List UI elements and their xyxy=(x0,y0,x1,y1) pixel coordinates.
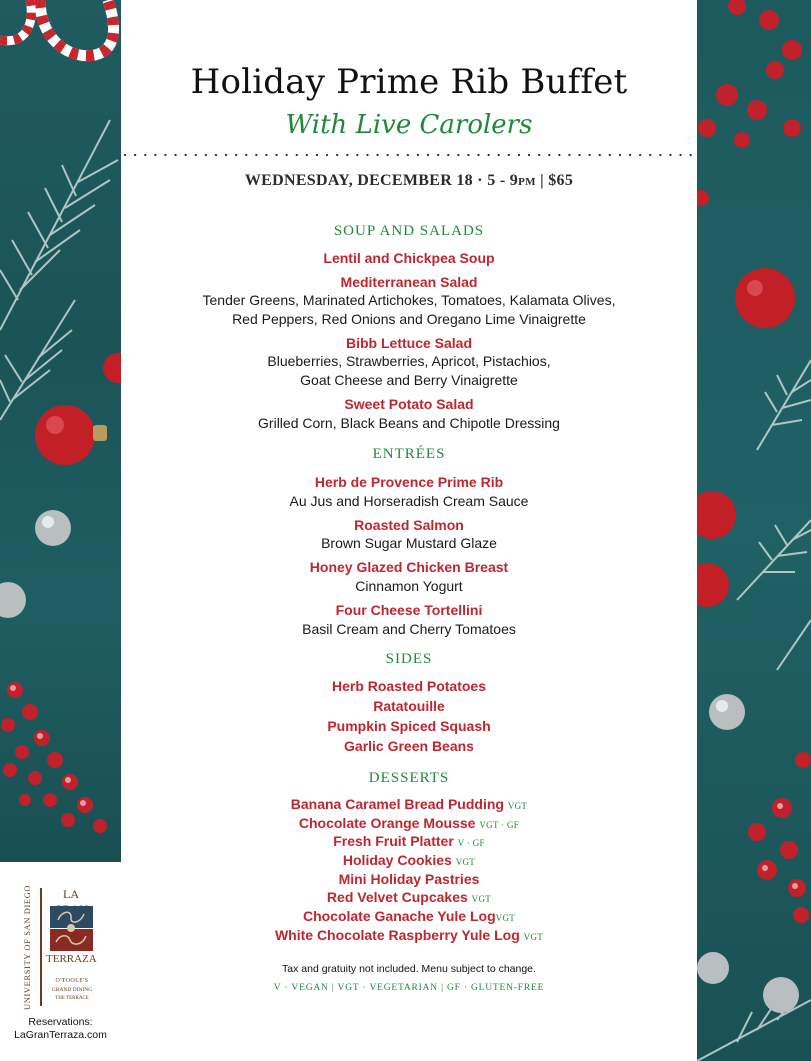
dish-description: Blueberries, Strawberries, Apricot, Pistachios, xyxy=(267,353,551,369)
disclaimer-note: Tax and gratuity not included. Menu subject to change. xyxy=(282,963,536,975)
ornament-icon xyxy=(697,190,795,607)
logo-name-line1: LA xyxy=(63,887,79,901)
dish-name: Roasted Salmon xyxy=(354,517,464,533)
logo-emblem-icon xyxy=(50,906,93,951)
dish-name: Bibb Lettuce Salad xyxy=(345,335,473,351)
dessert-name: Banana Caramel Bread Pudding xyxy=(290,796,504,812)
dateline-separator: · xyxy=(477,172,483,189)
candy-cane-icon xyxy=(0,0,114,56)
dish-description: Cinnamon Yogurt xyxy=(355,578,463,594)
dessert-name: Chocolate Orange Mousse xyxy=(298,815,476,831)
dish-name: Herb Roasted Potatoes xyxy=(331,678,487,694)
event-time: 5 - 9 xyxy=(487,172,519,189)
event-price: $65 xyxy=(548,172,574,189)
event-date: WEDNESDAY, DECEMBER 18 xyxy=(244,172,473,189)
dateline-separator: | xyxy=(540,172,544,189)
dessert-name: Fresh Fruit Platter xyxy=(333,833,454,849)
dish-name: Ratatouille xyxy=(373,698,445,714)
dotted-divider xyxy=(121,150,697,160)
event-time-suffix: PM xyxy=(518,176,536,188)
dessert-name: Red Velvet Cupcakes xyxy=(326,889,468,905)
dish-name xyxy=(121,833,697,849)
dish-description: Red Peppers, Red Onions and Oregano Lime Vinaigrette xyxy=(232,311,586,327)
dish-description: Grilled Corn, Black Beans and Chipotle Dressing xyxy=(258,415,560,431)
diet-tag: VGT · GF xyxy=(479,820,520,830)
reservations-link[interactable]: LaGranTerraza.com xyxy=(14,1029,107,1041)
dish-name: Herb de Provence Prime Rib xyxy=(314,474,504,490)
section-heading-sides: SIDES xyxy=(385,651,433,667)
section-heading-desserts: DESSERTS xyxy=(368,770,450,786)
dish-description: Au Jus and Horseradish Cream Sauce xyxy=(289,493,529,509)
dish-name: Garlic Green Beans xyxy=(344,738,474,754)
menu-page xyxy=(121,0,697,1061)
dish-name xyxy=(121,871,697,887)
dish-name xyxy=(121,927,697,943)
dish-name xyxy=(121,889,697,905)
holly-berry-icon xyxy=(1,682,107,833)
dish-name: Sweet Potato Salad xyxy=(344,396,474,412)
section-heading-entrees: ENTRÉES xyxy=(372,446,446,462)
dish-description: Basil Cream and Cherry Tomatoes xyxy=(302,621,516,637)
dish-name: Pumpkin Spiced Squash xyxy=(327,718,491,734)
logo-divider xyxy=(40,888,42,1006)
dish-name: Lentil and Chickpea Soup xyxy=(323,250,495,266)
left-holiday-decoration xyxy=(0,0,121,862)
dish-name xyxy=(121,908,697,924)
page-title: Holiday Prime Rib Buffet xyxy=(190,62,628,102)
dish-name: Honey Glazed Chicken Breast xyxy=(309,559,509,575)
holly-berry-icon xyxy=(698,0,811,923)
reservations-label: Reservations: xyxy=(28,1016,93,1028)
logo-sub-line3: THE TERRACE xyxy=(55,996,89,1001)
diet-tag: V · GF xyxy=(457,838,485,848)
dish-name xyxy=(121,815,697,831)
event-dateline xyxy=(121,172,697,190)
dish-name xyxy=(121,796,697,812)
section-heading-soup-salads: SOUP AND SALADS xyxy=(333,223,485,239)
dessert-name: Chocolate Ganache Yule Log xyxy=(302,908,496,924)
dish-description: Tender Greens, Marinated Artichokes, Tomatoes, Kalamata Olives, xyxy=(202,292,616,308)
dietary-legend: V · VEGAN | VGT · VEGETARIAN | GF · GLUTEN-FREE xyxy=(273,983,545,993)
right-holiday-decoration xyxy=(697,0,811,1061)
logo-sub-line2: GRAND DINING xyxy=(51,987,93,993)
dessert-name: White Chocolate Raspberry Yule Log xyxy=(274,927,520,943)
logo-sub-line1: O'TOOLE'S xyxy=(55,978,89,984)
pine-branch-icon xyxy=(0,120,118,420)
dish-description: Goat Cheese and Berry Vinaigrette xyxy=(300,372,518,388)
logo-name-line2: TERRAZA xyxy=(46,953,97,965)
dessert-name: Mini Holiday Pastries xyxy=(338,871,480,887)
dish-name xyxy=(121,852,697,868)
dish-name: Four Cheese Tortellini xyxy=(335,602,483,618)
diet-tag: VGT xyxy=(455,857,476,867)
diet-tag: VGT xyxy=(523,932,544,942)
diet-tag: VGT xyxy=(495,913,516,923)
jingle-bell-icon xyxy=(0,510,71,618)
dish-description: Brown Sugar Mustard Glaze xyxy=(321,535,497,551)
ornament-icon xyxy=(35,353,121,465)
page-subtitle: With Live Carolers xyxy=(285,110,533,140)
diet-tag: VGT xyxy=(507,801,528,811)
logo-university-text: UNIVERSITY OF SAN DIEGO xyxy=(22,884,32,1010)
dessert-name: Holiday Cookies xyxy=(342,852,452,868)
dish-name: Mediterranean Salad xyxy=(340,274,478,290)
diet-tag: VGT xyxy=(471,894,492,904)
